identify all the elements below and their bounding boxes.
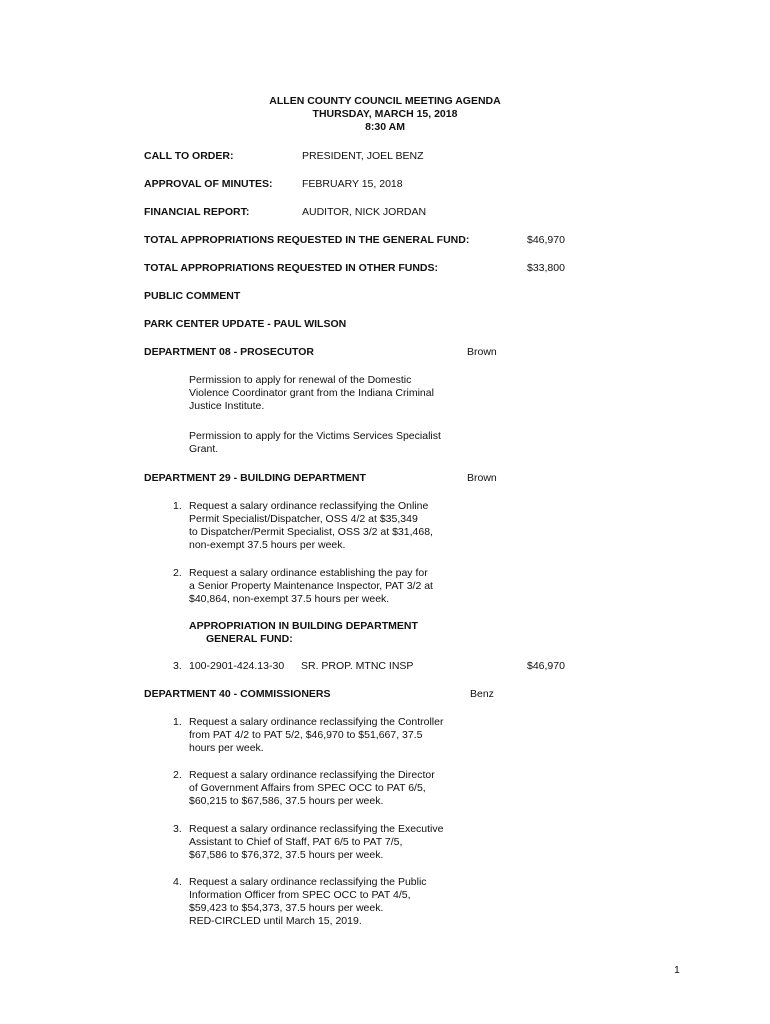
approval-of-minutes-label: APPROVAL OF MINUTES: xyxy=(144,178,273,190)
dept29-item xyxy=(173,500,433,552)
item-line: Request a salary ordinance establishing the pay for xyxy=(189,567,428,579)
item-line: Justice Institute. xyxy=(189,400,265,412)
park-center-heading: PARK CENTER UPDATE - PAUL WILSON xyxy=(144,318,347,330)
total-other-funds-amount: $33,800 xyxy=(527,262,565,274)
item-line: a Senior Property Maintenance Inspector, PAT 3/2 at xyxy=(189,580,433,592)
dept08-item xyxy=(189,374,434,413)
approval-of-minutes-value: FEBRUARY 15, 2018 xyxy=(302,178,403,190)
item-line: Information Officer from SPEC OCC to PAT 4/5, xyxy=(189,889,411,901)
item-number: 3. xyxy=(173,823,182,835)
financial-report-value: AUDITOR, NICK JORDAN xyxy=(302,206,427,218)
item-line: $60,215 to $67,586, 37.5 hours per week. xyxy=(189,795,384,807)
total-other-funds-label: TOTAL APPROPRIATIONS REQUESTED IN OTHER FUNDS: xyxy=(144,262,439,274)
appropriation-account: 100-2901-424.13-30 xyxy=(189,660,285,672)
item-line: Violence Coordinator grant from the Indiana Criminal xyxy=(189,387,434,399)
item-line: Permission to apply for the Victims Services Specialist xyxy=(189,430,441,442)
total-general-fund-label: TOTAL APPROPRIATIONS REQUESTED IN THE GENERAL FUND: xyxy=(144,234,470,246)
dept40-item xyxy=(173,716,443,755)
dept08-title: DEPARTMENT 08 - PROSECUTOR xyxy=(144,346,314,358)
dept08-sponsor: Brown xyxy=(467,346,497,358)
agenda-title: ALLEN COUNTY COUNCIL MEETING AGENDA xyxy=(269,95,501,107)
item-line: RED-CIRCLED until March 15, 2019. xyxy=(189,915,362,927)
dept29-sponsor: Brown xyxy=(467,472,497,484)
dept40-item xyxy=(173,823,443,862)
item-line: Grant. xyxy=(189,443,219,455)
dept29-item xyxy=(173,567,433,606)
appropriation-fund: GENERAL FUND: xyxy=(206,633,293,645)
item-number: 1. xyxy=(173,716,182,728)
item-number: 2. xyxy=(173,567,182,579)
dept40-sponsor: Benz xyxy=(470,688,494,700)
item-line: Permit Specialist/Dispatcher, OSS 4/2 at $35,349 xyxy=(189,513,418,525)
item-line: $40,864, non-exempt 37.5 hours per week. xyxy=(189,593,390,605)
item-line: $67,586 to $76,372, 37.5 hours per week. xyxy=(189,849,384,861)
item-line: hours per week. xyxy=(189,742,264,754)
item-number: 1. xyxy=(173,500,182,512)
call-to-order-label: CALL TO ORDER: xyxy=(144,150,234,162)
appropriation-description: SR. PROP. MTNC INSP xyxy=(301,660,414,672)
item-line: Request a salary ordinance reclassifying the Director xyxy=(189,769,435,781)
item-line: to Dispatcher/Permit Specialist, OSS 3/2 at $31,468, xyxy=(189,526,433,538)
item-line: Assistant to Chief of Staff, PAT 6/5 to PAT 7/5, xyxy=(189,836,403,848)
item-line: Request a salary ordinance reclassifying the Executive xyxy=(189,823,444,835)
appropriation-heading: APPROPRIATION IN BUILDING DEPARTMENT xyxy=(189,620,418,632)
financial-report-label: FINANCIAL REPORT: xyxy=(144,206,250,218)
appropriation-number: 3. xyxy=(173,660,182,672)
item-number: 2. xyxy=(173,769,182,781)
item-line: Permission to apply for renewal of the Domestic xyxy=(189,374,412,386)
meeting-date: THURSDAY, MARCH 15, 2018 xyxy=(312,108,458,120)
item-line: non-exempt 37.5 hours per week. xyxy=(189,539,346,551)
page-number: 1 xyxy=(674,964,680,976)
dept40-title: DEPARTMENT 40 - COMMISSIONERS xyxy=(144,688,331,700)
total-general-fund-amount: $46,970 xyxy=(527,234,565,246)
call-to-order-value: PRESIDENT, JOEL BENZ xyxy=(302,150,424,162)
item-line: Request a salary ordinance reclassifying the Online xyxy=(189,500,429,512)
dept29-title: DEPARTMENT 29 - BUILDING DEPARTMENT xyxy=(144,472,366,484)
item-line: of Government Affairs from SPEC OCC to PAT 6/5, xyxy=(189,782,426,794)
dept08-item xyxy=(189,430,441,456)
item-line: Request a salary ordinance reclassifying the Public xyxy=(189,876,427,888)
item-line: Request a salary ordinance reclassifying the Controller xyxy=(189,716,444,728)
dept40-item xyxy=(173,876,427,928)
public-comment-heading: PUBLIC COMMENT xyxy=(144,290,241,302)
item-line: $59,423 to $54,373, 37.5 hours per week. xyxy=(189,902,384,914)
item-number: 4. xyxy=(173,876,182,888)
dept40-item xyxy=(173,769,435,808)
appropriation-amount: $46,970 xyxy=(527,660,565,672)
item-line: from PAT 4/2 to PAT 5/2, $46,970 to $51,667, 37.5 xyxy=(189,729,423,741)
meeting-time: 8:30 AM xyxy=(365,121,405,133)
